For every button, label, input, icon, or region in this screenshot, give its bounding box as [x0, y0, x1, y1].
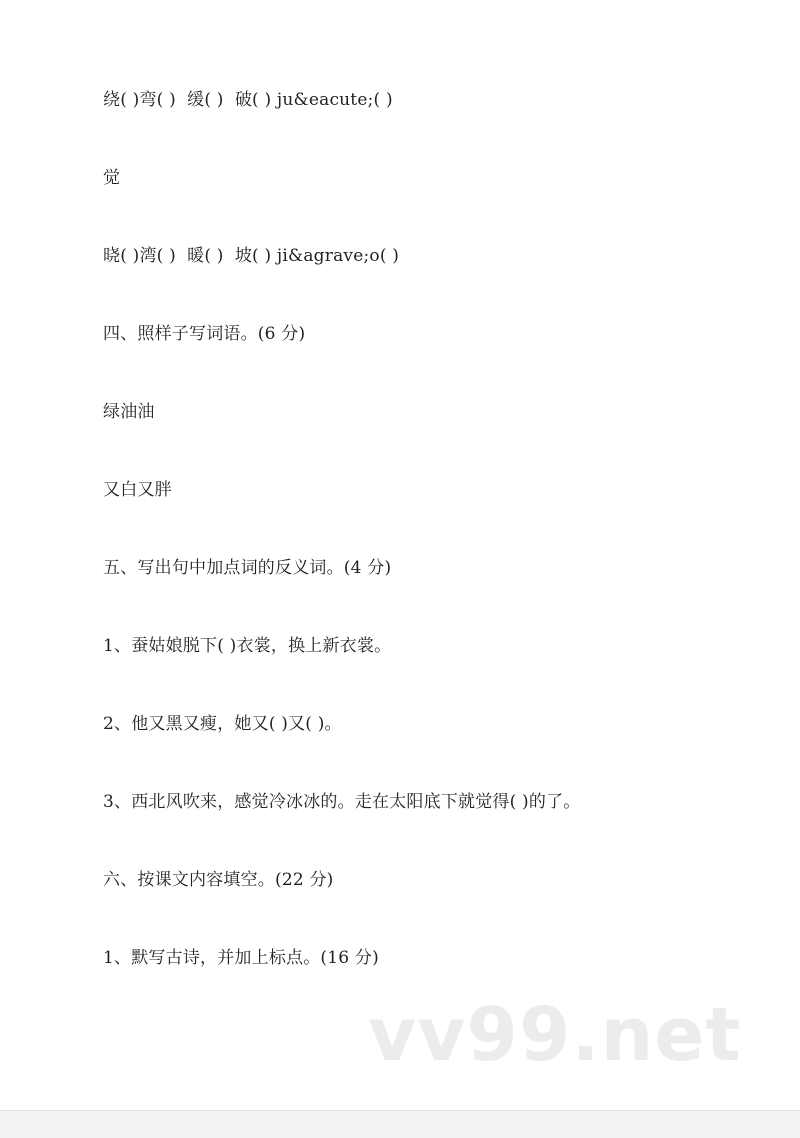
char-pair-row-1: 绕( )弯( ) 缓( ) 破( ) ju&eacute;( )	[103, 90, 393, 110]
antonym-question-2: 2、他又黑又瘦，她又( )又( )。	[103, 714, 342, 734]
example-word-1: 绿油油	[103, 402, 155, 422]
antonym-question-1: 1、蚕姑娘脱下( )衣裳，换上新衣裳。	[103, 636, 392, 656]
poem-question-1: 1、默写古诗，并加上标点。(16 分)	[103, 948, 379, 968]
site-watermark: vv99.net	[368, 992, 742, 1078]
char-label-jue: 觉	[103, 168, 121, 188]
example-word-2: 又白又胖	[103, 480, 172, 500]
section-four-heading: 四、照样子写词语。(6 分)	[103, 324, 306, 344]
section-six-heading: 六、按课文内容填空。(22 分)	[103, 870, 334, 890]
antonym-question-3: 3、西北风吹来，感觉冷冰冰的。走在太阳底下就觉得( )的了。	[103, 792, 581, 812]
char-pair-row-2: 晓( )湾( ) 暖( ) 坡( ) ji&agrave;o( )	[103, 246, 400, 266]
page-bottom-edge	[0, 1110, 800, 1138]
section-five-heading: 五、写出句中加点词的反义词。(4 分)	[103, 558, 392, 578]
